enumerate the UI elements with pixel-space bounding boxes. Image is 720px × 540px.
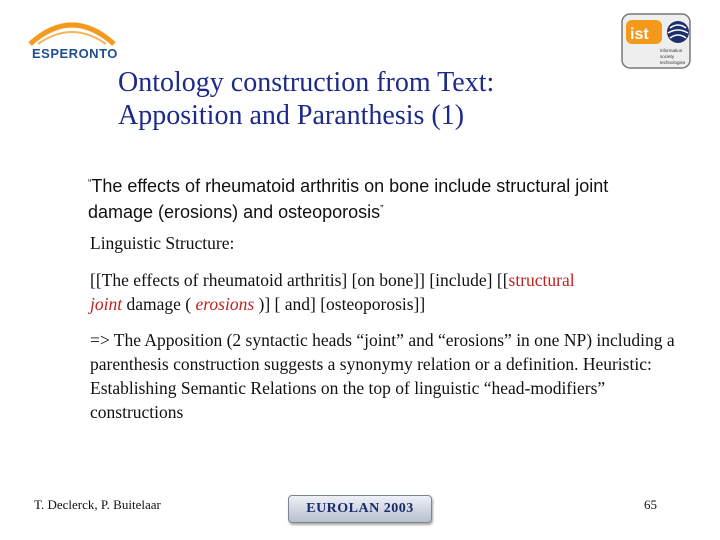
linguistic-structure-heading: Linguistic Structure: (90, 233, 235, 253)
close-quote: ” (380, 204, 384, 215)
title-line-1: Ontology construction from Text: (118, 67, 495, 98)
ist-line-1: information (660, 48, 683, 53)
bracket-part-2: damage ( (122, 294, 196, 314)
title-line-2: Apposition and Paranthesis (1) (118, 100, 465, 131)
esperonto-logo (14, 14, 126, 62)
example-sentence-text: The effects of rheumatoid arthritis on bone include structural joint damage (erosions) and osteoporosis (88, 176, 609, 222)
explanation-text: => The Apposition (2 syntactic heads “joint” and “erosions” in one NP) including a parenthesis construction suggests a synonymy relation or a definition. Heuristic: Establishing Semantic Relations on the top of linguistic “head-modifiers” constructions (90, 330, 675, 422)
slide-title (118, 66, 494, 132)
esperonto-arc-icon (24, 14, 120, 46)
footer-author: T. Declerck, P. Buitelaar (34, 497, 161, 512)
ist-logo (620, 12, 698, 72)
example-sentence (88, 172, 668, 224)
highlight-structural: structural (508, 270, 575, 290)
page-number: 65 (644, 497, 657, 512)
ist-line-2: society (660, 54, 675, 59)
ist-badge-icon (620, 12, 698, 72)
highlight-joint: joint (90, 294, 123, 314)
highlight-erosions: erosions (195, 294, 255, 314)
linguistic-structure-bracketing (90, 268, 690, 316)
ist-line-3: technologies (660, 60, 686, 65)
eurolan-badge: EUROLAN 2003 (288, 495, 432, 523)
ist-wordmark: ist (630, 26, 649, 43)
bracket-part-1: [[The effects of rheumatoid arthritis] [on bone]] [include] [[ (90, 270, 509, 290)
bracket-part-3: )] [ and] [osteoporosis]] (254, 294, 426, 314)
esperonto-wordmark: ESPERONTO (32, 46, 118, 61)
open-quote: “ (88, 178, 92, 189)
